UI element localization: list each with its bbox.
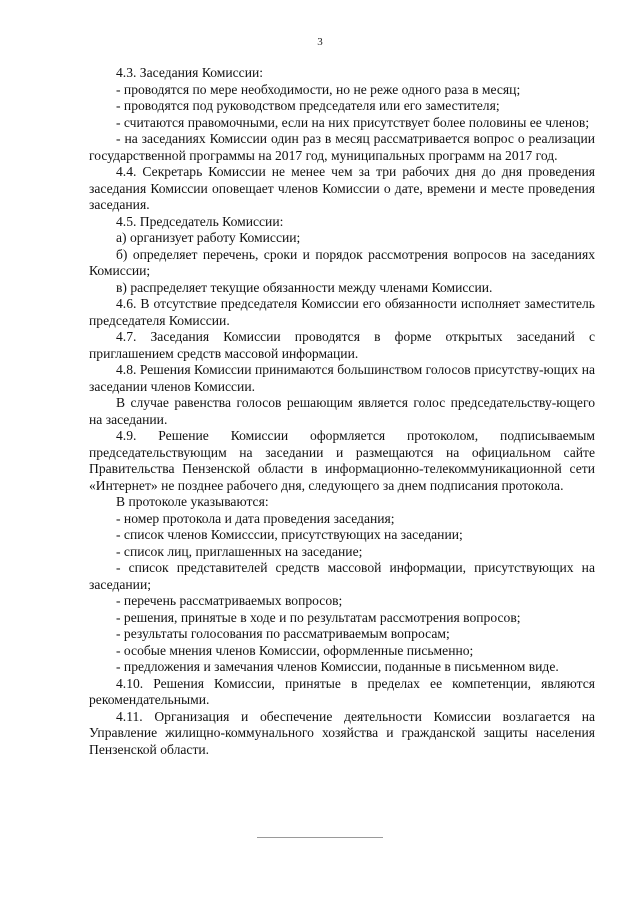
paragraph: 4.11. Организация и обеспечение деятельности Комиссии возлагается на Управление жилищно-коммунального хозяйства и гражданской защиты населения Пензенской области. (89, 708, 595, 757)
paragraph: - список членов Комисссии, присутствующих на заседании; (116, 527, 463, 542)
paragraph: 4.3. Заседания Комиссии: (116, 65, 264, 80)
paragraph: в) распределяет текущие обязанности между членами Комиссии. (116, 279, 493, 295)
page-number: 3 (317, 36, 323, 48)
document-body (89, 65, 595, 758)
paragraph: - предложения и замечания членов Комиссии, поданные в письменном виде. (116, 659, 559, 674)
paragraph: б) определяет перечень, сроки и порядок рассмотрения вопросов на заседаниях Комиссии; (89, 246, 595, 278)
paragraph: 4.10. Решения Комиссии, принятые в пределах ее компетенции, являются рекомендательными. (89, 675, 595, 707)
paragraph: В протоколе указываются: (116, 494, 269, 509)
paragraph: - номер протокола и дата проведения заседания; (116, 510, 395, 526)
paragraph: 4.4. Секретарь Комиссии не менее чем за три рабочих дня до дня проведения заседания Комиссии оповещает членов Комиссии о дате, времени и месте проведения заседания. (89, 164, 595, 212)
paragraph: В случае равенства голосов решающим является голос председательству-ющего на заседании. (89, 395, 595, 427)
paragraph: - на заседаниях Комиссии один раз в месяц рассматривается вопрос о реализации государственной программы на 2017 год, муниципальных программ на 2017 год. (89, 131, 595, 163)
paragraph: а) организует работу Комиссии; (116, 230, 301, 245)
paragraph: 4.6. В отсутствие председателя Комиссии его обязанности исполняет заместитель председателя Комиссии. (89, 296, 595, 328)
paragraph: 4.8. Решения Комиссии принимаются большинством голосов присутству-ющих на заседании членов Комиссии. (89, 362, 595, 394)
paragraph: - перечень рассматриваемых вопросов; (116, 593, 343, 608)
paragraph: - проводятся по мере необходимости, но не реже одного раза в месяц; (116, 81, 521, 97)
paragraph: - список лиц, приглашенных на заседание; (116, 543, 363, 559)
paragraph: 4.9. Решение Комиссии оформляется протоколом, подписываемым председательствующим на заседании и размещаются на официальном сайте Правительства Пензенской области в информационно-телекоммуникационной сети «Интернет» не позднее рабочего дня, следующего за днем подписания протокола. (89, 428, 595, 493)
paragraph: - считаются правомочными, если на них присутствует более половины ее членов; (116, 114, 590, 130)
paragraph: 4.7. Заседания Комиссии проводятся в форме открытых заседаний с приглашением средств массовой информации. (89, 329, 595, 361)
paragraph: - решения, принятые в ходе и по результатам рассмотрения вопросов; (116, 609, 521, 625)
paragraph: - проводятся под руководством председателя или его заместителя; (116, 98, 500, 113)
footer-divider (257, 837, 383, 838)
paragraph: - список представителей средств массовой информации, присутствующих на заседании; (89, 560, 595, 592)
paragraph: - результаты голосования по рассматриваемым вопросам; (116, 626, 450, 641)
paragraph: - особые мнения членов Комиссии, оформленные письменно; (116, 642, 474, 658)
paragraph: 4.5. Председатель Комиссии: (116, 213, 284, 229)
